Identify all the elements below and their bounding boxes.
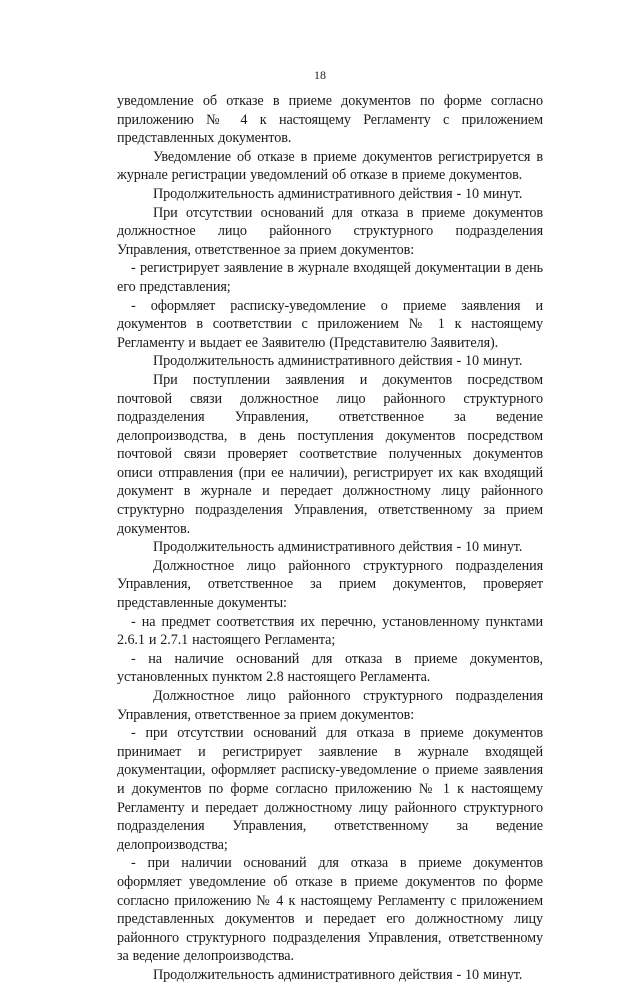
paragraph: Продолжительность административного действия - 10 минут. (153, 353, 523, 370)
paragraph: уведомление об отказе в приеме документов по форме согласно приложению № 4 к настоящему Регламенту с приложением представленных документов. (117, 93, 543, 147)
paragraph: Должностное лицо районного структурного подразделения Управления, ответственное за прием документов, проверяет представленные документы: (117, 557, 543, 612)
paragraph: При поступлении заявления и документов посредством почтовой связи должностное лицо районного структурного подразделения Управления, ответственное за ведение делопроизводства, в день поступления документов посредством почтовой связи проверяет соответствие полученных документов описи отправления (при ее наличии), регистрирует их как входящий документ в журнале и передает должностному лицу районного структурно подразделения Управления, ответственному за прием документов. (117, 371, 543, 537)
paragraph: При отсутствии оснований для отказа в приеме документов должностное лицо районного структурного подразделения Управления, ответственное за прием документов: (117, 204, 543, 258)
list-item: - на наличие оснований для отказа в приеме документов, установленных пунктом 2.8 настоящего Регламента. (117, 650, 543, 686)
list-item: - при наличии оснований для отказа в приеме документов оформляет уведомление об отказе в приеме документов по форме согласно приложению № 4 к настоящему Регламенту с приложением представленных документов и передает его должностному лицу районного структурного подразделения Управления, ответственному за ведение делопроизводства. (117, 855, 543, 965)
list-item: - при отсутствии оснований для отказа в приеме документов принимает и регистрирует заявление в журнале входящей документации, оформляет расписку-уведомление о приеме заявления и документов по форме согласно приложению № 1 к настоящему Регламенту и передает должностному лицу районного структурного подразделения Управления, ответственному за ведение делопроизводства; (117, 725, 543, 853)
paragraph: Должностное лицо районного структурного подразделения Управления, ответственное за прием документов: (117, 688, 543, 723)
paragraph: Продолжительность административного действия - 10 минут. (153, 539, 523, 556)
paragraph: Продолжительность административного действия - 10 минут. (153, 966, 523, 983)
list-item: - оформляет расписку-уведомление о приеме заявления и документов в соответствии с приложением № 1 к настоящему Регламенту и выдает ее Заявителю (Представителю Заявителя). (117, 297, 543, 351)
paragraph: Уведомление об отказе в приеме документов регистрируется в журнале регистрации уведомлений об отказе в приеме документов. (117, 148, 543, 184)
page-number: 18 (314, 68, 326, 82)
list-item: - на предмет соответствия их перечню, установленному пунктами 2.6.1 и 2.7.1 настоящего Регламента; (117, 613, 543, 649)
document-body (117, 92, 543, 985)
paragraph: Продолжительность административного действия - 10 минут. (153, 185, 523, 202)
list-item: - регистрирует заявление в журнале входящей документации в день его представления; (117, 260, 543, 295)
